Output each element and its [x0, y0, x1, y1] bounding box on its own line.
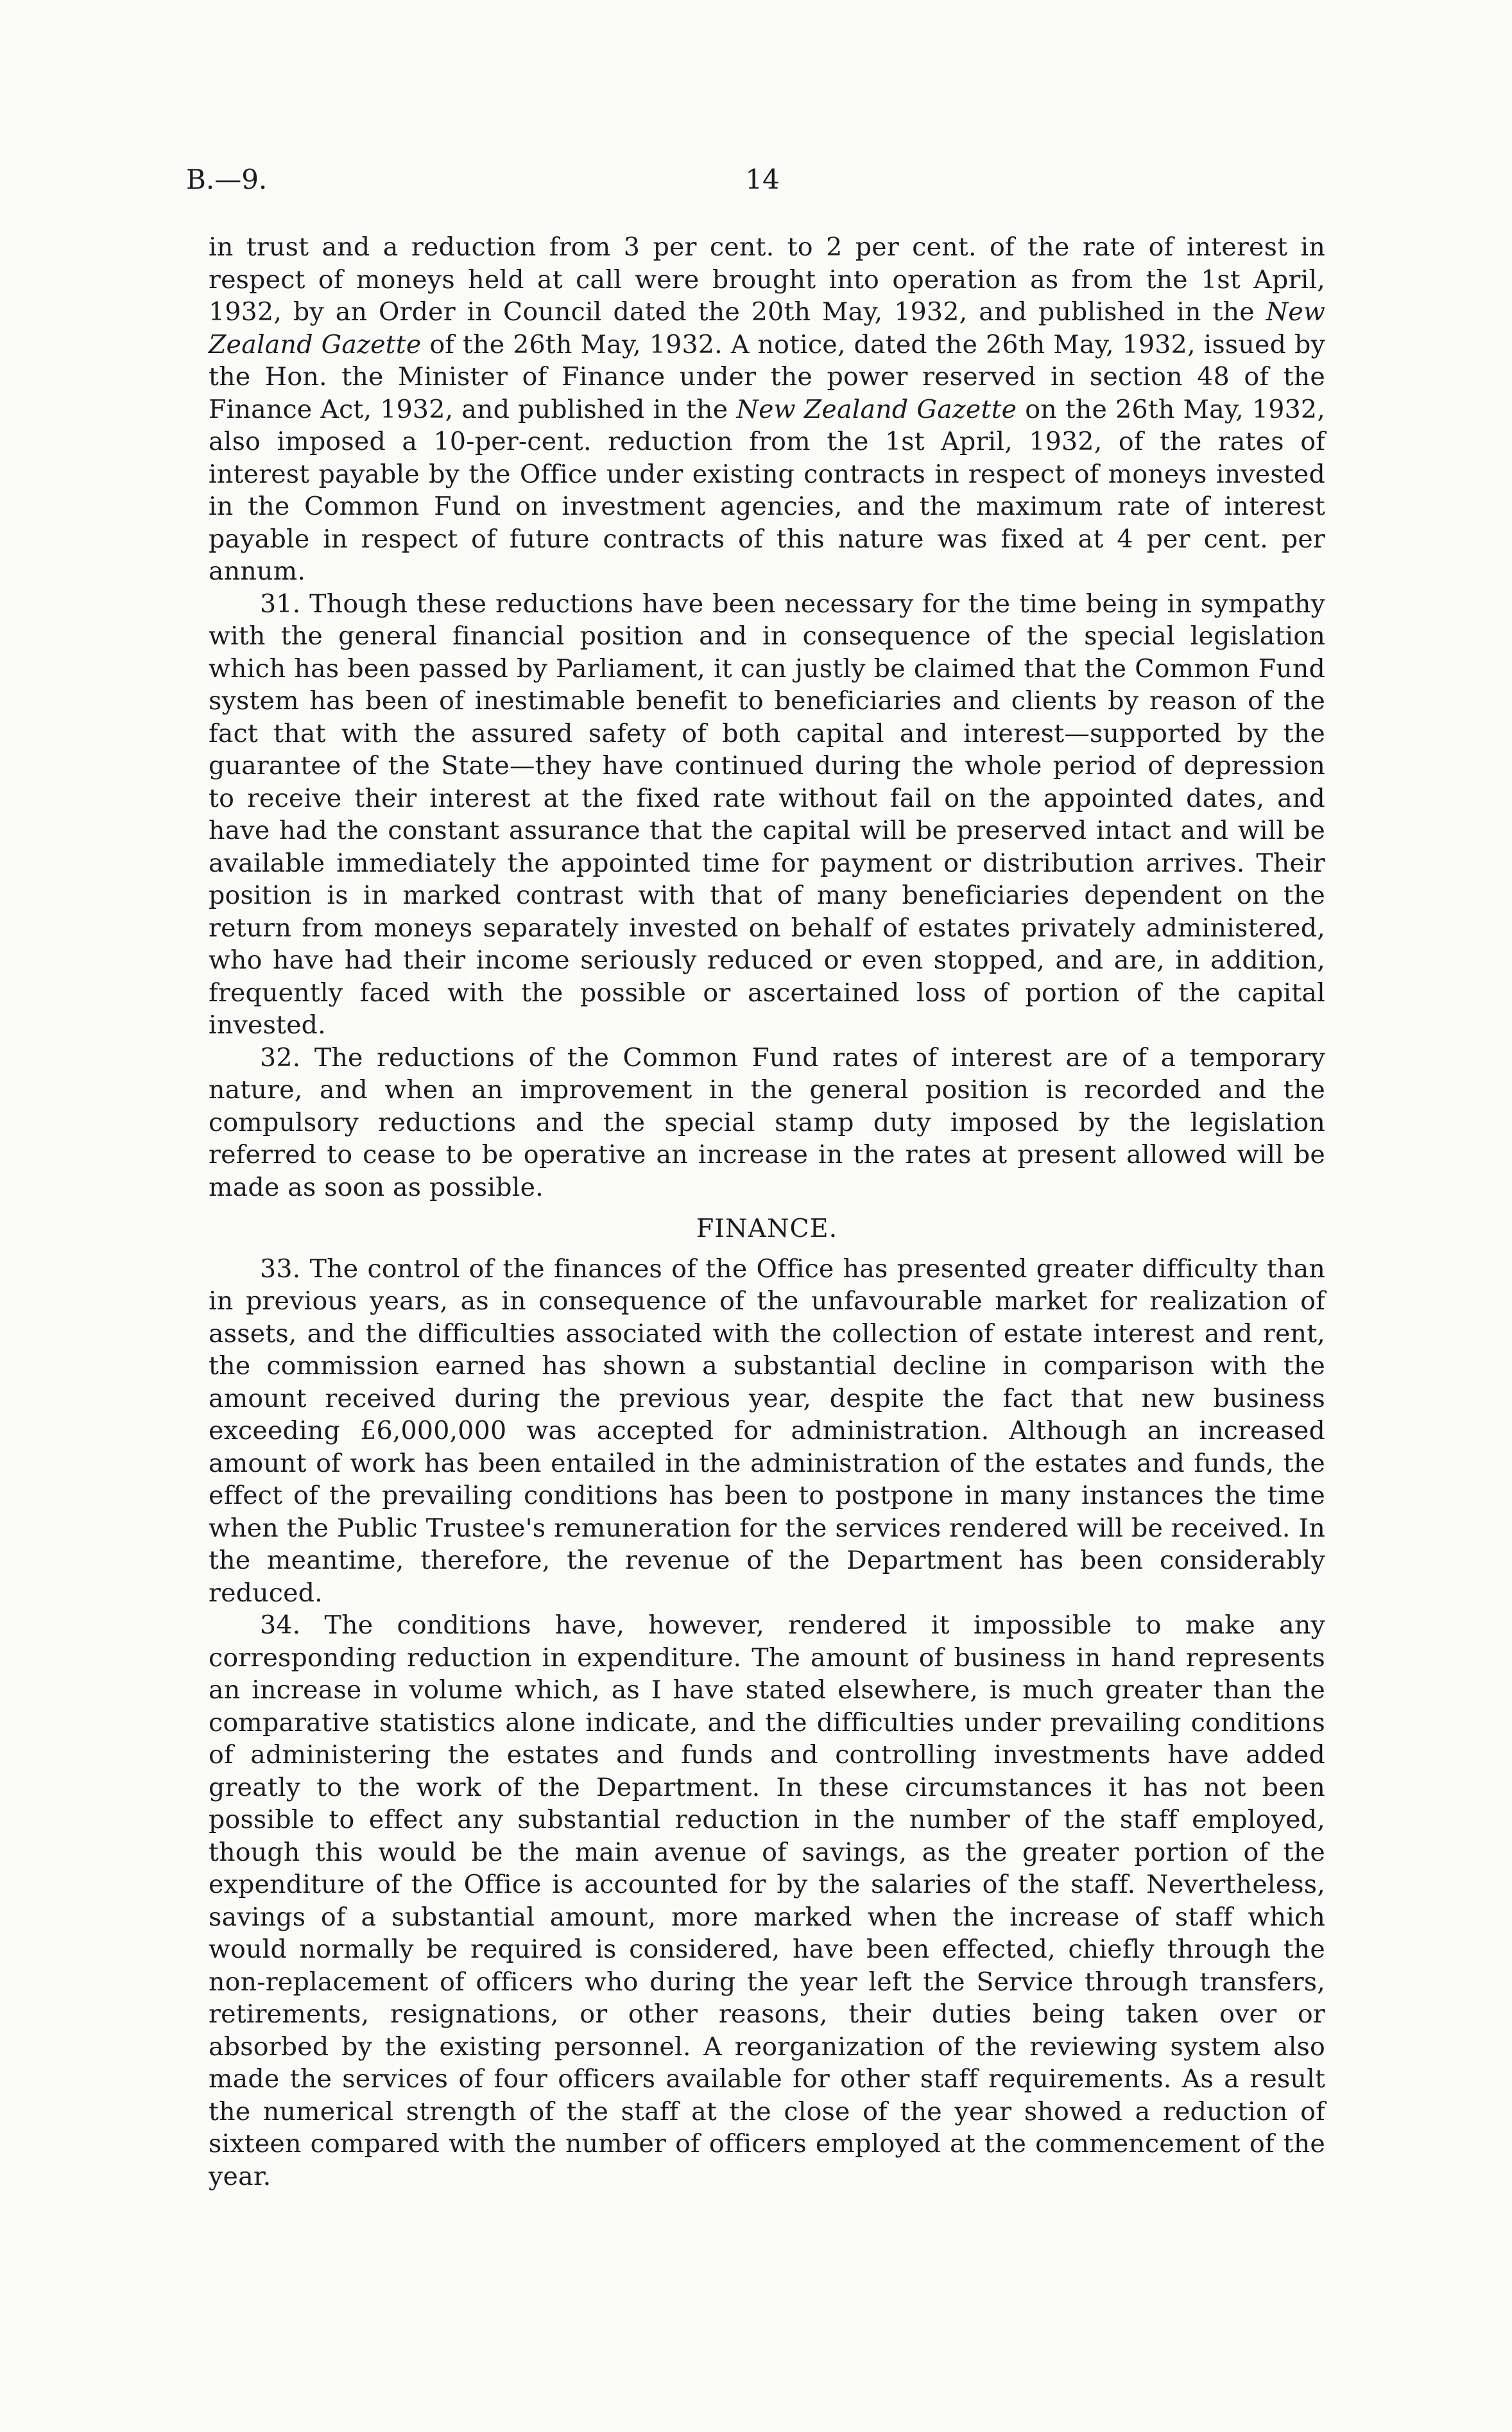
page-header	[186, 164, 1339, 202]
paragraph-34: 34. The conditions have, however, rendered it impossible to make any corresponding reduction in expenditure. The amount of business in hand represents an increase in volume which, as I have stated elsewhere, is much greater than the comparative statistics alone indicate, and the difficulties under prevailing conditions of administering the estates and funds and controlling investments have added greatly to the work of the Department. In these circumstances it has not been possible to effect any substantial reduction in the number of the staff employed, though this would be the main avenue of savings, as the greater portion of the expenditure of the Office is accounted for by the salaries of the staff. Nevertheless, savings of a substantial amount, more marked when the increase of staff which would normally be required is considered, have been effected, chiefly through the non-replacement of officers who during the year left the Service through transfers, retirements, resignations, or other reasons, their duties being taken over or absorbed by the existing personnel. A reorganization of the reviewing system also made the services of four officers available for other staff requirements. As a result the numerical strength of the staff at the close of the year showed a reduction of sixteen compared with the number of officers employed at the commencement of the year.	[209, 1610, 1325, 2191]
page-number: 14	[745, 164, 780, 195]
paragraph-31: 31. Though these reductions have been necessary for the time being in sympathy with the general financial position and in consequence of the special legislation which has been passed by Parliament, it can justly be claimed that the Common Fund system has been of inestimable benefit to beneficiaries and clients by reason of the fact that with the assured safety of both capital and interest—supported by the guarantee of the State—they have continued during the whole period of depression to receive their interest at the fixed rate without fail on the appointed dates, and have had the constant assurance that the capital will be preserved intact and will be available immediately the appointed time for payment or distribution arrives. Their position is in marked contrast with that of many beneficiaries dependent on the return from moneys separately invested on behalf of estates privately administered, who have had their income seriously reduced or even stopped, and are, in addition, frequently faced with the possible or ascertained loss of portion of the capital invested.	[209, 589, 1325, 1040]
document-reference: B.—9.	[186, 164, 268, 195]
gazette-title: New Zealand Gazette	[736, 394, 1017, 424]
paragraph-continued: in trust and a reduction from 3 per cent. to 2 per cent. of the rate of interest in respect of moneys held at call were brought into operation as from the 1st April, 1932, by an Order in Council dated the 20th May, 1932, and published in the New Zealand Gazette of the 26th May, 1932. A notice, dated the 26th May, 1932, issued by the Hon. the Minister of Finance under the power reserved in section 48 of the Finance Act, 1932, and published in the New Zealand Gazette on the 26th May, 1932, also imposed a 10-per-cent. reduction from the 1st April, 1932, of the rates of interest payable by the Office under existing contracts in respect of moneys invested in the Common Fund on investment agencies, and the maximum rate of interest payable in respect of future contracts of this nature was fixed at 4 per cent. per annum.	[209, 232, 1325, 586]
gazette-title: New Zealand Gazette	[209, 297, 1325, 359]
paragraph-32: 32. The reductions of the Common Fund rates of interest are of a temporary nature, and when an improvement in the general position is recorded and the compulsory reductions and the special stamp duty imposed by the legislation referred to cease to be operative an increase in the rates at present allowed will be made as soon as possible.	[209, 1042, 1325, 1202]
body-text	[209, 231, 1325, 2193]
section-heading-finance: FINANCE.	[696, 1214, 838, 1243]
paragraph-33: 33. The control of the finances of the Office has presented greater difficulty than in previous years, as in consequence of the unfavourable market for realization of assets, and the difficulties associated with the collection of estate interest and rent, the commission earned has shown a substantial decline in comparison with the amount received during the previous year, despite the fact that new business exceeding £6,000,000 was accepted for administration. Although an increased amount of work has been entailed in the administration of the estates and funds, the effect of the prevailing conditions has been to postpone in many instances the time when the Public Trustee's remuneration for the services rendered will be received. In the meantime, therefore, the revenue of the Department has been considerably reduced.	[209, 1254, 1325, 1608]
